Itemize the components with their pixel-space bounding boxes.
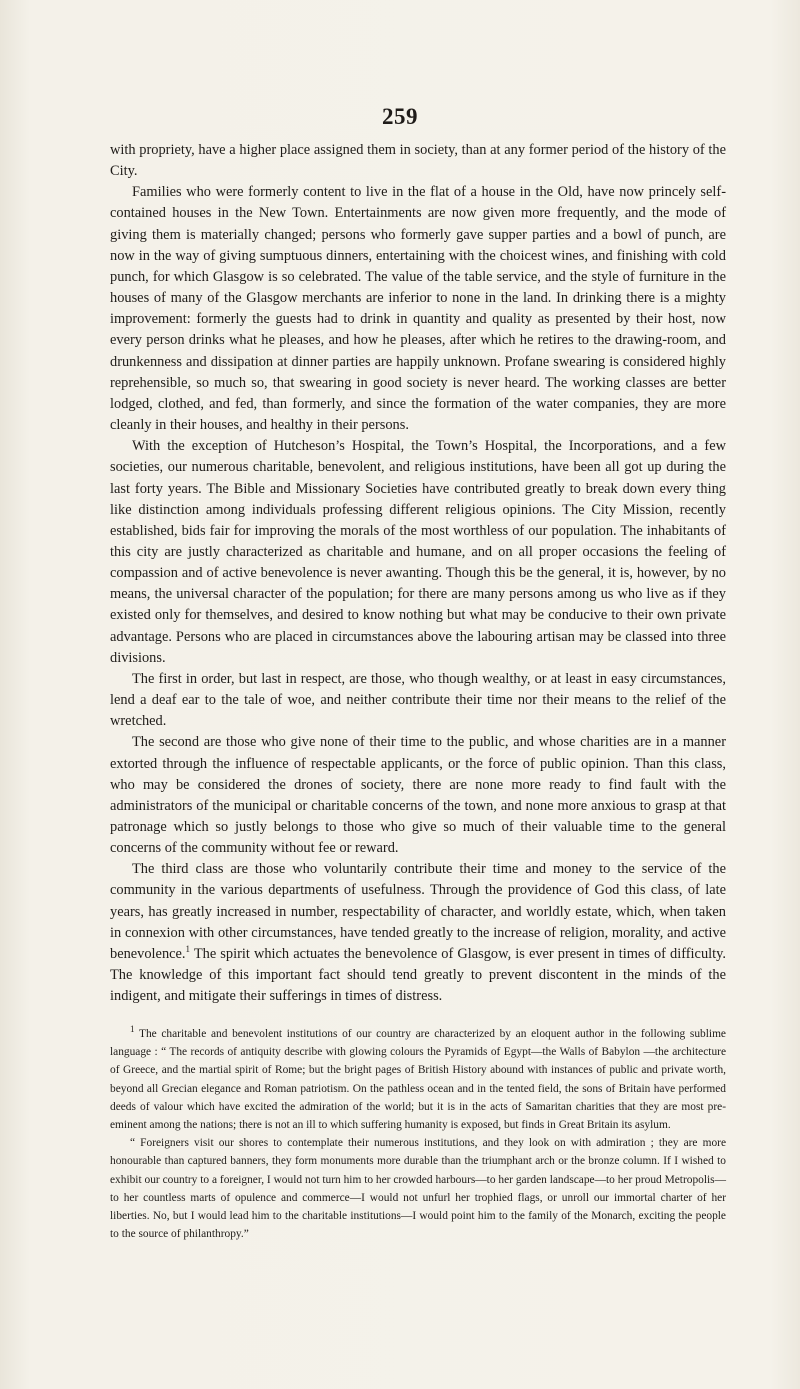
paragraph: with propriety, have a higher place assigned them in society, than at any former period of the history of the City. <box>110 142 726 180</box>
footnote-marker: 1 <box>130 1024 135 1035</box>
paragraph: The second are those who give none of their time to the public, and whose charities are in a manner extorted through the influence of respectable applicants, or the force of public opinion. Than this class, who may be considered the drones of society, there are none more ready to find fault with the administrators of the municipal or charitable concerns of the town, and none more anxious to grasp at that patronage which so justly belongs to those who give so much of their valuable time to the general concerns of the community without fee or reward. <box>110 734 726 857</box>
footnote <box>110 1025 726 1134</box>
paragraph <box>110 859 726 1007</box>
footnote-text: The charitable and benevolent institutions of our country are characterized by an eloquent author in the following sublime language : “ The records of antiquity describe with glowing colours the Pyramids of Egypt—the Walls of Babylon —the architecture of Greece, and the martial spirit of Rome; but the bright pages of British History abound with instances of public and private worth, beyond all Grecian elegance and Roman patriotism. On the pathless ocean and in the tented field, the sons of Britain have performed deeds of valour which have excited the admiration of the world; but it is in the acts of Samaritan charities that they are most pre-eminent among the nations; there is not an ill to which suffering humanity is exposed, but finds in Great Britain its asylum. <box>110 1028 726 1132</box>
page-number: 259 <box>382 104 418 129</box>
paragraph: Families who were formerly content to live in the flat of a house in the Old, have now princely self-contained houses in the New Town. Entertainments are now given more frequently, and the mode of giving them is materially changed; persons who formerly gave supper parties and a bowl of punch, are now in the way of giving sumptuous dinners, entertaining with the choicest wines, and finishing with cold punch, for which Glasgow is so celebrated. The value of the table service, and the style of furniture in the houses of many of the Glasgow merchants are inferior to none in the land. In drinking there is a mighty improvement: formerly the guests had to drink in quantity and quality as presented by their host, now every person drinks what he pleases, and how he pleases, after which he retires to the drawing-room, and drunkenness and dissipation at dinner parties are happily unknown. Profane swearing is considered highly reprehensible, so much so, that swearing in good society is never heard. The working classes are better lodged, clothed, and fed, than formerly, and since the formation of the water companies, they are more cleanly in their houses, and healthy in their persons. <box>110 184 726 434</box>
footnote-reference: 1 <box>185 944 191 955</box>
paragraph: The first in order, but last in respect, are those, who though wealthy, or at least in easy circumstances, lend a deaf ear to the tale of woe, and neither contribute their time nor their means to the relief of the wretched. <box>110 670 726 730</box>
paragraph-text: The spirit which actuates the benevolence of Glasgow, is ever present in times of difficulty. The knowledge of this important fact should tend greatly to prevent discontent in the minds of the indigent, and mitigate their sufferings in times of distress. <box>110 945 726 1005</box>
paragraph: With the exception of Hutcheson’s Hospital, the Town’s Hospital, the Incorporations, and a few societies, our numerous charitable, benevolent, and religious institutions, have been all got up during the last forty years. The Bible and Missionary Societies have contributed greatly to break down every thing like distinction among individuals professing different religious opinions. The City Mission, recently established, bids fair for improving the morals of the most worthless of our population. The inhabitants of this city are justly characterized as charitable and humane, and on all proper occasions the feeling of compassion and of active benevolence is never awanting. Though this be the general, it is, however, by no means, the universal character of the population; for there are many persons among us who live as if they existed only for themselves, and desired to know nothing but what may be conducive to their own private advantage. Persons who are placed in circumstances above the labouring artisan may be classed into three divisions. <box>110 438 726 666</box>
footnote-continuation: “ Foreigners visit our shores to contemplate their numerous institutions, and they look on with admiration ; they are more honourable than captured banners, they form monuments more durable than the triumphant arch or the bronze column. If I wished to exhibit our country to a foreigner, I would not turn him to her crowded harbours—to her garden landscape—to her proud Metropolis—to her countless marts of opulence and commerce—I would not unfurl her trophied flags, or unroll our immortal charter of her liberties. No, but I would lead him to the charitable institutions—I would point him to the family of the Monarch, exciting the people to the source of philanthropy.” <box>110 1137 726 1241</box>
main-text <box>110 140 726 1007</box>
paragraph-text: The third class are those who voluntarily contribute their time and money to the service of the community in the various departments of usefulness. Through the providence of God this class, of late years, has greatly increased in number, respectability of character, and worldly estate, which, when taken in connexion with other circumstances, have tended greatly to the increase of religion, morality, and active benevolence. <box>110 861 726 962</box>
footnotes <box>110 1025 726 1243</box>
